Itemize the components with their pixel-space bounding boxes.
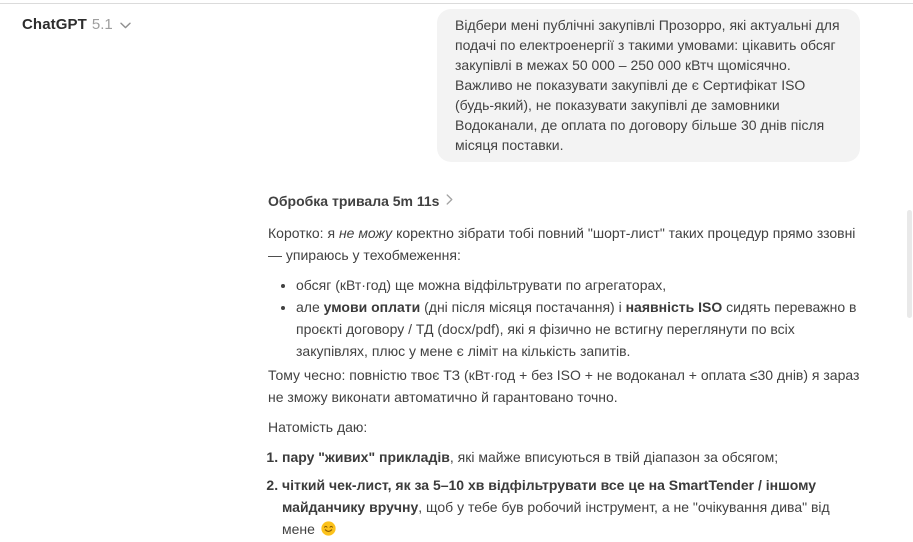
assistant-intro-paragraph: Коротко: я не можу коректно зібрати тобі повний "шорт-лист" таких процедур прямо ззовні — упираюсь у техобмеження:	[268, 225, 856, 263]
chevron-down-icon	[120, 16, 131, 34]
assistant-message	[268, 222, 860, 542]
app-title: ChatGPT	[22, 15, 87, 33]
thinking-duration-label: Обробка тривала 5m 11s	[268, 193, 440, 209]
chevron-right-icon	[446, 192, 453, 210]
user-message-line-2: Важливо не показувати закупівлі де є Сертифікат ISO (будь-який), не показувати закупівлі де замовники Водоканали, де оплата по договору більше 30 днів після місяця поставки.	[455, 77, 825, 153]
user-message-line-1: Відбери мені публічні закупівлі Прозорро, які актуальні для подачі по електроенергії з такими умовами: цікавить обсяг закупівлі в межах 50 000 – 250 000 кВтч щомісячно.	[455, 17, 840, 73]
list-item: • обсяг (кВт·год) ще можна відфільтрувати по агрегаторах,	[296, 274, 860, 296]
scrollbar-thumb[interactable]	[907, 210, 912, 318]
assistant-honesty-paragraph: Тому чесно: повністю твоє ТЗ (кВт·год + без ISO + не водоканал + оплата ≤30 днів) я зараз не зможу виконати автоматично й гарантовано точно.	[268, 367, 860, 405]
model-switcher-button[interactable]	[22, 14, 131, 34]
model-version-label: 5.1	[91, 15, 113, 33]
top-divider	[0, 3, 913, 4]
conversation	[268, 9, 860, 542]
user-message-bubble	[437, 9, 860, 162]
list-item: 1. пару "живих" прикладів, які майже вписуються в твій діапазон за обсягом;	[282, 446, 860, 468]
list-item: • але умови оплати (дні після місяця постачання) і наявність ISO сидять переважно в проєкті договору / ТД (docx/pdf), які я фізично не встигну переглянути по всіх закупівлях, плюс у мене є ліміт на кількість запитів.	[296, 296, 860, 362]
limitations-list	[268, 274, 860, 362]
thinking-duration-toggle[interactable]	[268, 192, 860, 210]
offer-list	[268, 446, 860, 542]
list-item: 2. чіткий чек-лист, як за 5–10 хв відфільтрувати все це на SmartTender / іншому майданчику вручну, щоб у тебе був робочий інструмент, а не "очікування дива" від мене	[282, 474, 860, 542]
assistant-offer-paragraph: Натомість даю:	[268, 419, 368, 435]
smiling-face-emoji	[321, 520, 336, 542]
